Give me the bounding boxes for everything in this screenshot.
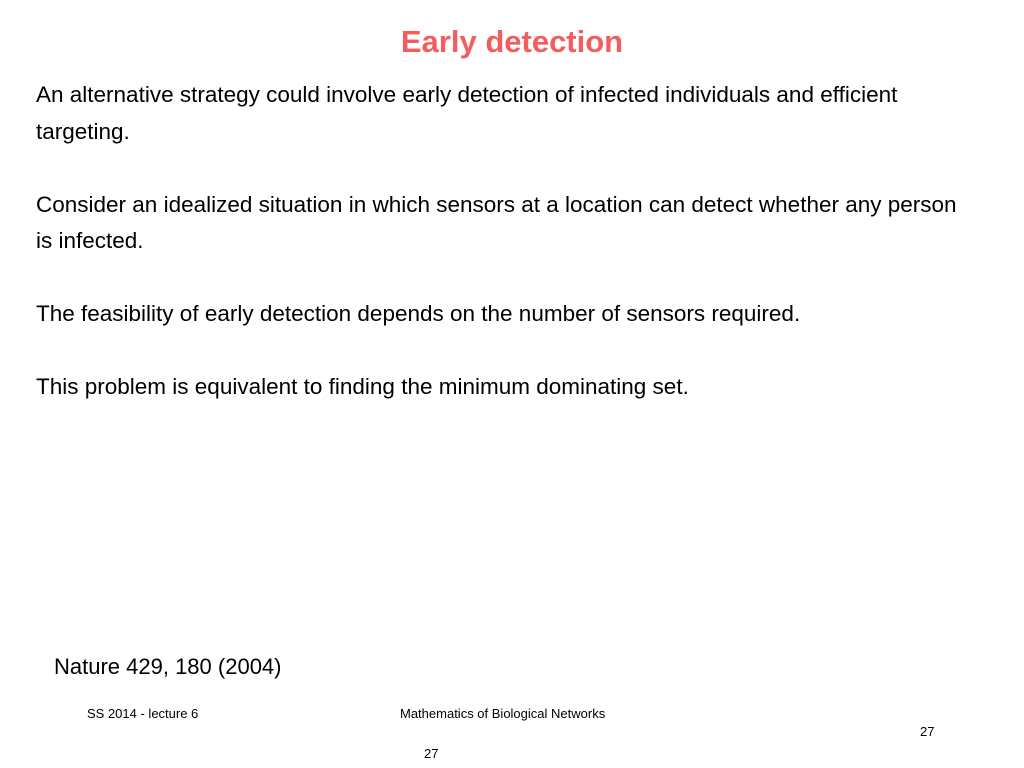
- footer-page-number: 27: [920, 724, 935, 739]
- footer-course: Mathematics of Biological Networks: [400, 706, 606, 721]
- footer-lecture: SS 2014 - lecture 6: [87, 706, 199, 721]
- footer-page-number-bottom: 27: [424, 746, 439, 761]
- slide-body: [36, 77, 976, 442]
- slide-title: Early detection: [400, 24, 624, 59]
- paragraph-feasibility: The feasibility of early detection depends on the number of sensors required.: [36, 301, 801, 326]
- paragraph-idealized-situation: Consider an idealized situation in which sensors at a location can detect whether any person is infected.: [36, 191, 957, 253]
- paragraph-alternative-strategy: An alternative strategy could involve early detection of infected individuals and efficient targeting.: [36, 82, 898, 144]
- citation: Nature 429, 180 (2004): [54, 654, 282, 679]
- paragraph-dominating-set: This problem is equivalent to finding the minimum dominating set.: [36, 374, 689, 399]
